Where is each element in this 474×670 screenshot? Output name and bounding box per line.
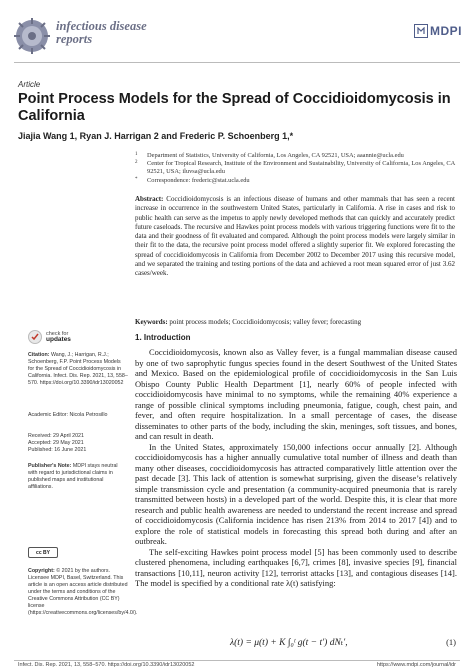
citation-label: Citation: bbox=[28, 352, 50, 358]
correspondence-mark: * bbox=[135, 176, 138, 182]
check-for-updates-line1: check for bbox=[46, 331, 69, 337]
copyright-text: © 2021 by the authors. Licensee MDPI, Basel, Switzerland. This article is an open access article distributed under the terms and conditions of the Creative Commons Attribution (CC BY) license (https://creativecommons.org/licenses/by/4.0/). bbox=[28, 568, 138, 616]
header-divider bbox=[14, 62, 460, 63]
academic-editor: Academic Editor: Nicola Petrosillo bbox=[28, 412, 108, 418]
paragraph-1: Coccidioidomycosis, known also as Valley fever, is a fungal mammalian disease caused by one of two saprophytic fungus species found in the desert Southwest of the United States and Mexico. Based on the epidemiological profile of coccidioidomycosis in the San Luis Obispo County Public Health Department [1], nearly 60% of people infected with coccidioidomycosis have minimal to no symptoms, while the remaining 40% experience a range of possible clinical symptoms including pneumonia, fatigue, cough, chest pain, and fever, and often require hospitalization. In a small percentage of cases, the disease disseminates to other parts of the body, including the skin, meninges, soft tissues, and bones, and can result in death. bbox=[135, 347, 457, 441]
publishers-note-label: Publisher's Note: bbox=[28, 463, 72, 469]
check-for-updates-line2: updates bbox=[46, 336, 71, 343]
equation-1: λ(t) = μ(t) + K ∫₀ᵗ g(t − t′) dNₜ′, bbox=[230, 638, 348, 648]
equation-number: (1) bbox=[446, 637, 456, 647]
accepted-date: Accepted: 29 May 2021 bbox=[28, 440, 84, 446]
keywords-label: Keywords: bbox=[135, 318, 168, 326]
correspondence-text: Correspondence: frederic@stat.ucla.edu bbox=[147, 176, 250, 184]
published-date: Published: 16 June 2021 bbox=[28, 447, 87, 453]
publisher-name: MDPI bbox=[430, 24, 462, 38]
journal-name-line1: infectious disease bbox=[56, 19, 147, 33]
paragraph-2: In the United States, approximately 150,000 infections occur annually [2]. Although coccidioidomycosis has a higher annually cumulative total number of illness and death than many other diseases, coccidioidomycosis has attracted comparatively little attention over the past decade [3]. This lack of attention is somewhat surprising, given the disease’s relatively simple transmission cycle and presentation (a community-acquired pneumonia that is rarely transmitted between hosts) in a developed part of the world. Despite this, it is clear that more research and public health awareness are needed to understand the recent increase and spread of coccidioidomycosis (California incidence has risen 213% from 2014 to 2017 [4]) and to explore the role of statistical models in forecasting this spread both during and after an outbreak. bbox=[135, 441, 457, 546]
keywords bbox=[135, 318, 455, 327]
journal-name-line2: reports bbox=[56, 32, 93, 46]
cc-license-badge[interactable] bbox=[28, 547, 58, 558]
author-list: Jiajia Wang 1, Ryan J. Harrigan 2 and Frederic P. Schoenberg 1,* bbox=[18, 131, 294, 141]
journal-name bbox=[56, 20, 147, 46]
article-type-label: Article bbox=[18, 80, 41, 89]
body-text bbox=[135, 347, 457, 589]
journal-logo bbox=[14, 18, 50, 54]
copyright-label: Copyright: bbox=[28, 568, 55, 574]
copyright-block bbox=[28, 568, 138, 617]
section-title: 1. Introduction bbox=[135, 333, 191, 342]
footer-citation: Infect. Dis. Rep. 2021, 13, 558–570. https://doi.org/10.3390/idr13020052 bbox=[18, 662, 195, 668]
correspondence bbox=[135, 177, 455, 185]
publishers-note-text: MDPI stays neutral with regard to jurisdictional claims in published maps and institutional affiliations. bbox=[28, 463, 118, 490]
article-title: Point Process Models for the Spread of Coccidioidomycosis in California bbox=[18, 91, 451, 124]
abstract-label: Abstract: bbox=[135, 195, 164, 203]
affiliation-2-mark: 2 bbox=[135, 160, 138, 166]
affiliation-1 bbox=[135, 152, 455, 160]
paragraph-3: The self-exciting Hawkes point process model [5] has been commonly used to describe clustered phenomena, including earthquakes [6,7], crimes [8], invasive species [9], financial transactions [10,11], neuron activity [12], terrorist attacks [13], and contagious diseases [14]. The model is specified by a conditional rate λ(t) satisfying: bbox=[135, 546, 457, 588]
keywords-text: point process models; Coccidioidomycosis; valley fever; forecasting bbox=[169, 318, 362, 326]
dates-block bbox=[28, 433, 128, 454]
check-for-updates-badge[interactable] bbox=[28, 330, 71, 344]
affiliation-1-text: Department of Statistics, University of California, Los Angeles, CA 92521, USA; aaannie@ucla.edu bbox=[147, 152, 404, 159]
affiliation-1-mark: 1 bbox=[135, 152, 138, 157]
cc-license-badge-text: cc BY bbox=[36, 549, 50, 556]
check-for-updates-icon bbox=[28, 330, 42, 344]
publisher-logo bbox=[414, 24, 462, 38]
affiliation-2 bbox=[135, 160, 455, 176]
abstract bbox=[135, 195, 455, 279]
citation-text: Wang, J.; Harrigan, R.J.; Schoenberg, F.P. Point Process Models for the Spread of Coccidioidomycosis in California. Infect. Dis. Rep. 2021, 13, 558–570. https://doi.org/10.3390/idr13020052 bbox=[28, 352, 128, 386]
affiliation-2-text: Center for Tropical Research, Institute of the Environment and Sustainability, University of California, Los Angeles, CA 92521, USA; iluvsa@ucla.edu bbox=[147, 160, 455, 176]
footer-journal-link[interactable]: https://www.mdpi.com/journal/idr bbox=[376, 662, 456, 668]
footer-divider bbox=[14, 660, 460, 661]
check-for-updates-text bbox=[46, 331, 71, 343]
mdpi-box-icon bbox=[414, 24, 428, 38]
publishers-note bbox=[28, 463, 128, 491]
affiliations bbox=[135, 152, 455, 185]
citation-block bbox=[28, 352, 128, 387]
abstract-text: Coccidioidomycosis is an infectious disease of humans and other mammals that has seen a recent increase in occurrence in the southwestern United States, particularly in California. A rise in cases and risk to public health can serve as the impetus to apply newly developed methods that can quickly and accurately predict future caseloads. The recursive and Hawkes point process models with various triggering functions were fit to the data and their goodness of fit evaluated and compared. Although the point process models were largely similar in their fit to the data, the recursive point process model offered a slightly superior fit. We explored forecasting the spread of coccidioidomycosis in California from December 2002 to December 2017 using this recursive model, and we separated the training and testing portions of the data and achieved a root mean squared error of just 3.62 cases/week. bbox=[135, 195, 455, 278]
received-date: Received: 29 April 2021 bbox=[28, 433, 84, 439]
